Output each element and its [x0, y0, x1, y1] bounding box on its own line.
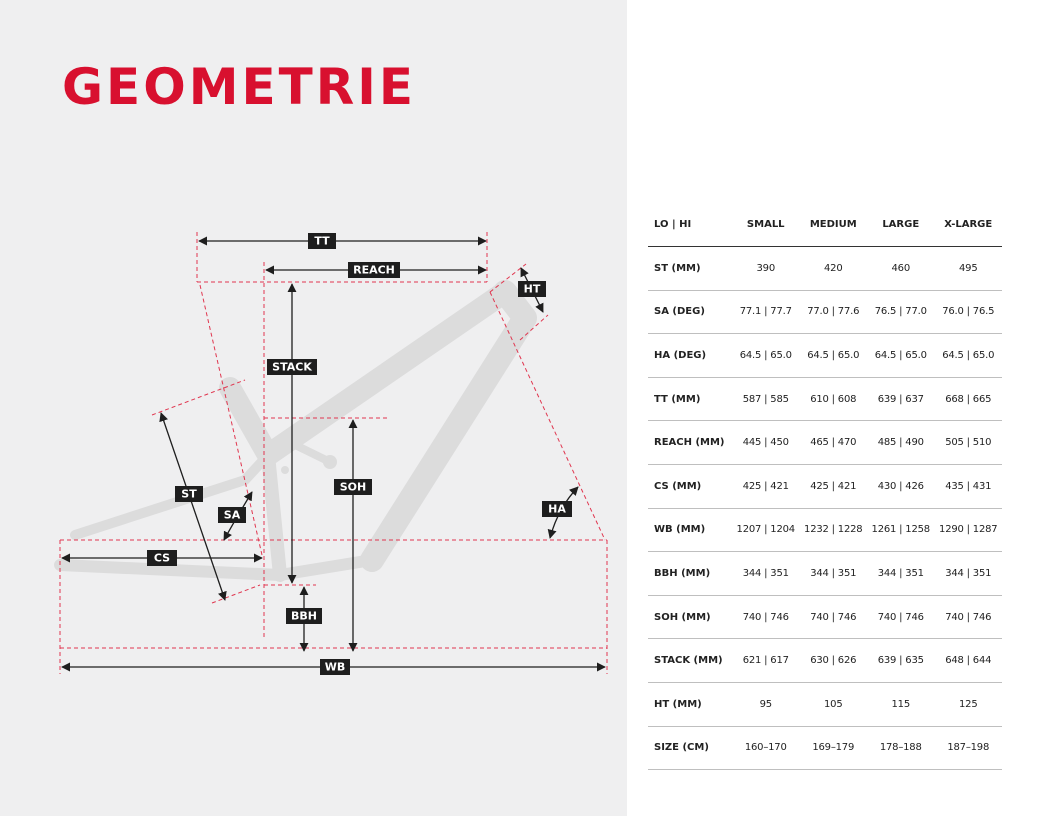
- table-cell: 105: [800, 682, 868, 726]
- row-label: SOH (MM): [648, 595, 732, 639]
- table-cell: 740 | 746: [935, 595, 1003, 639]
- tag-stack: [267, 359, 317, 375]
- tag-st: [175, 486, 203, 502]
- header-medium: MEDIUM: [800, 202, 868, 247]
- table-row: [648, 552, 1002, 596]
- table-cell: 115: [867, 682, 935, 726]
- row-label: HA (DEG): [648, 334, 732, 378]
- table-cell: 344 | 351: [800, 552, 868, 596]
- table-cell: 430 | 426: [867, 464, 935, 508]
- table-cell: 445 | 450: [732, 421, 800, 465]
- header-large: LARGE: [867, 202, 935, 247]
- table-row: [648, 639, 1002, 683]
- svg-text:HT: HT: [523, 282, 541, 296]
- table-cell: 621 | 617: [732, 639, 800, 683]
- row-label: SA (DEG): [648, 290, 732, 334]
- table-row: [648, 290, 1002, 334]
- table-cell: 630 | 626: [800, 639, 868, 683]
- svg-text:WB: WB: [324, 660, 346, 674]
- row-label: SIZE (CM): [648, 726, 732, 770]
- table-cell: 648 | 644: [935, 639, 1003, 683]
- table-cell: 160–170: [732, 726, 800, 770]
- table-cell: 187–198: [935, 726, 1003, 770]
- table-header-row: [648, 202, 1002, 247]
- table-row: [648, 247, 1002, 291]
- table-cell: 740 | 746: [800, 595, 868, 639]
- tag-reach: [348, 262, 400, 278]
- row-label: STACK (MM): [648, 639, 732, 683]
- table-cell: 76.5 | 77.0: [867, 290, 935, 334]
- table-cell: 425 | 421: [800, 464, 868, 508]
- row-label: CS (MM): [648, 464, 732, 508]
- table-cell: 740 | 746: [867, 595, 935, 639]
- table-cell: 64.5 | 65.0: [732, 334, 800, 378]
- table-cell: 610 | 608: [800, 377, 868, 421]
- svg-text:SA: SA: [223, 508, 241, 522]
- tag-ha: [542, 501, 572, 517]
- row-label: BBH (MM): [648, 552, 732, 596]
- table-cell: 465 | 470: [800, 421, 868, 465]
- svg-text:REACH: REACH: [353, 263, 395, 277]
- table-row: [648, 508, 1002, 552]
- table-cell: 485 | 490: [867, 421, 935, 465]
- header-x-large: X-LARGE: [935, 202, 1003, 247]
- table-row: [648, 726, 1002, 770]
- table-cell: 64.5 | 65.0: [867, 334, 935, 378]
- table-cell: 1232 | 1228: [800, 508, 868, 552]
- table-row: [648, 682, 1002, 726]
- table-cell: 1261 | 1258: [867, 508, 935, 552]
- tag-bbh: [286, 608, 322, 624]
- table-cell: 95: [732, 682, 800, 726]
- geometry-table: [648, 202, 1002, 770]
- table-cell: 125: [935, 682, 1003, 726]
- table-cell: 64.5 | 65.0: [800, 334, 868, 378]
- table-cell: 639 | 637: [867, 377, 935, 421]
- table-cell: 1207 | 1204: [732, 508, 800, 552]
- table-cell: 425 | 421: [732, 464, 800, 508]
- svg-text:STACK: STACK: [272, 360, 312, 374]
- table-cell: 76.0 | 76.5: [935, 290, 1003, 334]
- table-cell: 344 | 351: [867, 552, 935, 596]
- row-label: TT (MM): [648, 377, 732, 421]
- svg-text:BBH: BBH: [291, 609, 317, 623]
- table-cell: 344 | 351: [732, 552, 800, 596]
- svg-text:CS: CS: [153, 551, 171, 565]
- table-cell: 435 | 431: [935, 464, 1003, 508]
- svg-text:TT: TT: [314, 234, 330, 248]
- row-label: REACH (MM): [648, 421, 732, 465]
- table-cell: 1290 | 1287: [935, 508, 1003, 552]
- table-cell: 460: [867, 247, 935, 291]
- tag-wb: [320, 659, 350, 675]
- table-cell: 64.5 | 65.0: [935, 334, 1003, 378]
- table-cell: 169–179: [800, 726, 868, 770]
- row-label: ST (MM): [648, 247, 732, 291]
- table-cell: 420: [800, 247, 868, 291]
- tag-soh: [334, 479, 372, 495]
- table-cell: 77.1 | 77.7: [732, 290, 800, 334]
- table-cell: 495: [935, 247, 1003, 291]
- table-cell: 505 | 510: [935, 421, 1003, 465]
- table-row: [648, 464, 1002, 508]
- table-row: [648, 595, 1002, 639]
- header-small: SMALL: [732, 202, 800, 247]
- tag-ht: [518, 281, 546, 297]
- tag-tt: [308, 233, 336, 249]
- table-row: [648, 334, 1002, 378]
- page-title: GEOMETRIE: [62, 58, 416, 116]
- table-row: [648, 421, 1002, 465]
- table-cell: 740 | 746: [732, 595, 800, 639]
- row-label: WB (MM): [648, 508, 732, 552]
- svg-text:ST: ST: [181, 487, 197, 501]
- table-cell: 178–188: [867, 726, 935, 770]
- row-label: HT (MM): [648, 682, 732, 726]
- table-cell: 344 | 351: [935, 552, 1003, 596]
- table-cell: 668 | 665: [935, 377, 1003, 421]
- table-cell: 77.0 | 77.6: [800, 290, 868, 334]
- table-cell: 587 | 585: [732, 377, 800, 421]
- tag-sa: [218, 507, 246, 523]
- svg-text:HA: HA: [548, 502, 566, 516]
- table-row: [648, 377, 1002, 421]
- svg-text:SOH: SOH: [339, 480, 367, 494]
- header-lo-hi: LO | HI: [648, 202, 732, 247]
- tag-cs: [147, 550, 177, 566]
- table-cell: 639 | 635: [867, 639, 935, 683]
- table-cell: 390: [732, 247, 800, 291]
